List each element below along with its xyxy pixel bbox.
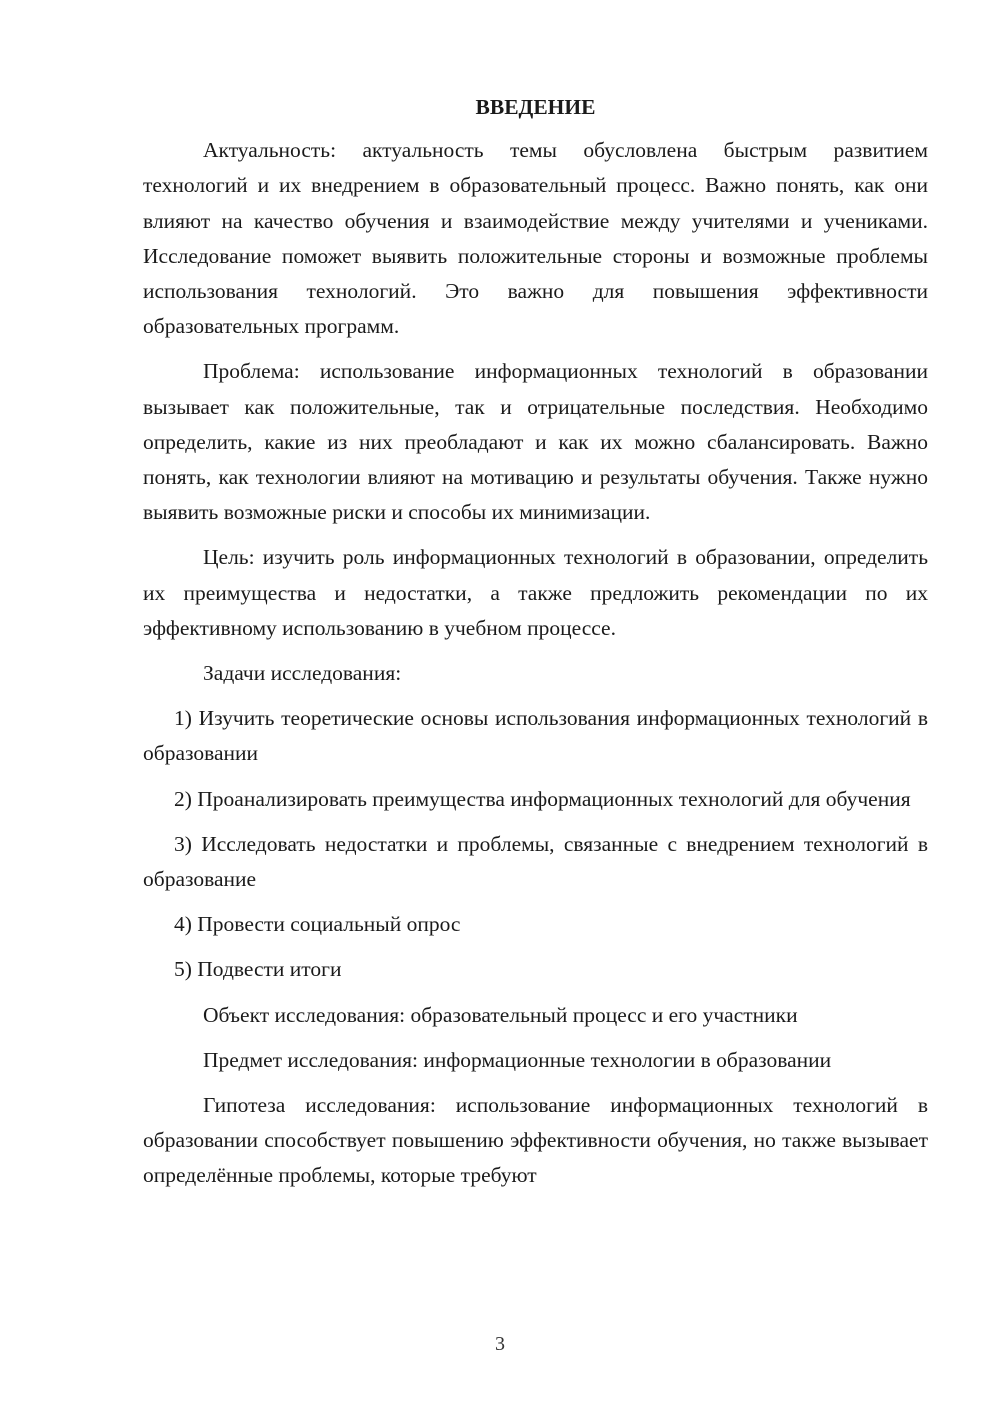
paragraph-tasks-heading: Задачи исследования:	[203, 661, 402, 686]
section-title: ВВЕДЕНИЕ	[475, 95, 596, 119]
document-page	[143, 90, 928, 1204]
paragraph-hypothesis: Гипотеза исследования: использование информационных технологий в образовании способствует повышению эффективности обучения, но также вызывает определённые проблемы, которые требуют	[143, 1093, 928, 1188]
task-item-3: 3) Исследовать недостатки и проблемы, связанные с внедрением технологий в образование	[143, 831, 928, 892]
task-item-1: 1) Изучить теоретические основы использования информационных технологий в образовании	[143, 706, 928, 766]
paragraph-goal: Цель: изучить роль информационных технологий в образовании, определить их преимущества и недостатки, а также предложить рекомендации по их эффективному использованию в учебном процессе.	[143, 545, 928, 640]
paragraph-subject: Предмет исследования: информационные технологии в образовании	[203, 1047, 832, 1072]
task-item-2: 2) Проанализировать преимущества информационных технологий для обучения	[174, 786, 911, 811]
task-item-5: 5) Подвести итоги	[174, 957, 342, 982]
paragraph-problem: Проблема: использование информационных технологий в образовании вызывает как положительные, так и отрицательные последствия. Необходимо определить, какие из них преобладают и как их можно сбалансировать. Важно понять, как технологии влияют на мотивацию и результаты обучения. Также нужно выявить возможные риски и способы их минимизации.	[143, 359, 928, 525]
task-item-4: 4) Провести социальный опрос	[174, 912, 461, 937]
paragraph-relevance: Актуальность: актуальность темы обусловлена быстрым развитием технологий и их внедрением в образовательный процесс. Важно понять, как они влияют на качество обучения и взаимодействие между учителями и учениками. Исследование поможет выявить положительные стороны и возможные проблемы использования технологий. Это важно для повышения эффективности образовательных программ.	[143, 138, 928, 339]
page-number: 3	[495, 1333, 505, 1355]
paragraph-object: Объект исследования: образовательный процесс и его участники	[203, 1002, 798, 1027]
